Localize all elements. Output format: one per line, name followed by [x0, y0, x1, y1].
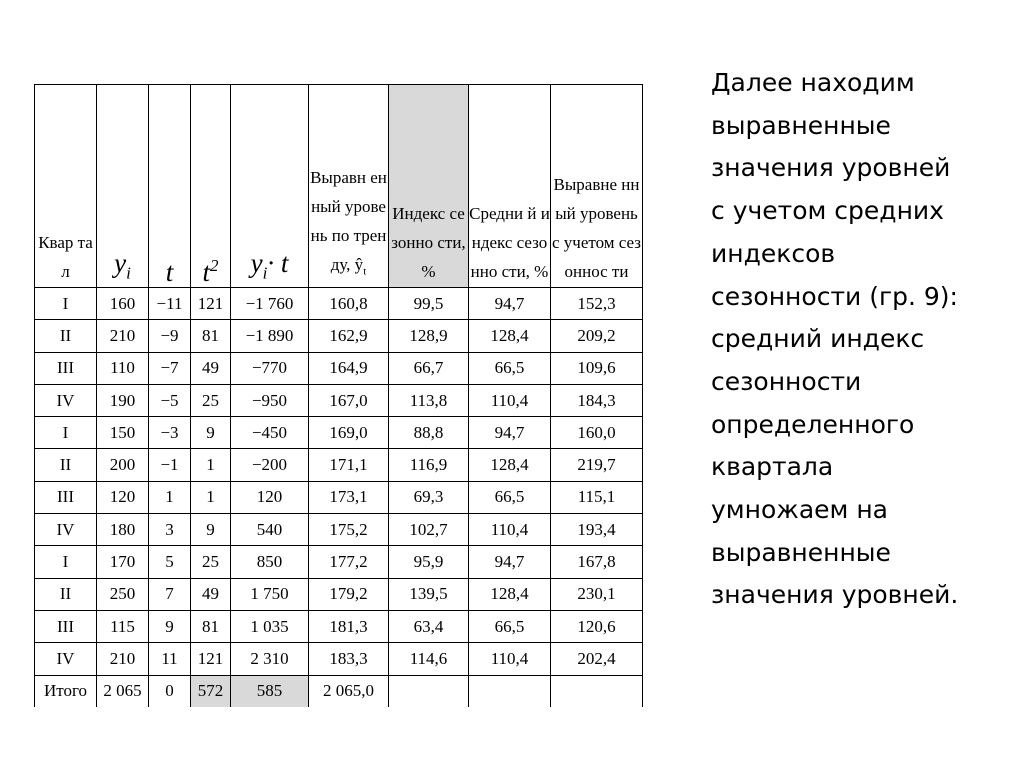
cell-t-squared: 1 — [191, 481, 231, 513]
total-t: 0 — [149, 675, 191, 707]
cell-trend-level: 164,9 — [309, 352, 389, 384]
cell-y-times-t: −450 — [231, 417, 309, 449]
cell-y-times-t: −770 — [231, 352, 309, 384]
cell-t-squared: 121 — [191, 288, 231, 320]
cell-t-squared: 9 — [191, 417, 231, 449]
cell-quarter: IV — [35, 514, 97, 546]
cell-quarter: III — [35, 352, 97, 384]
table-row — [35, 643, 643, 675]
table-row — [35, 320, 643, 352]
cell-average-index: 66,5 — [469, 610, 551, 642]
header-seasonality-index: Индекс сезонно сти, % — [389, 85, 469, 288]
cell-t-squared: 1 — [191, 449, 231, 481]
table-row — [35, 481, 643, 513]
table-row — [35, 514, 643, 546]
table-row — [35, 449, 643, 481]
cell-seasonality-index: 66,7 — [389, 352, 469, 384]
cell-quarter: IV — [35, 384, 97, 416]
cell-seasonality-index: 102,7 — [389, 514, 469, 546]
cell-t: −11 — [149, 288, 191, 320]
cell-y: 210 — [97, 643, 149, 675]
cell-y: 180 — [97, 514, 149, 546]
total-seasonality-index — [389, 675, 469, 707]
explanation-line: выравненные — [711, 110, 891, 140]
header-adjusted-level: Выравне нный уровень с учетом сезоннос ти — [551, 85, 643, 288]
total-t-squared: 572 — [191, 675, 231, 707]
cell-adjusted-level: 209,2 — [551, 320, 643, 352]
cell-trend-level: 183,3 — [309, 643, 389, 675]
cell-average-index: 128,4 — [469, 578, 551, 610]
cell-adjusted-level: 219,7 — [551, 449, 643, 481]
cell-y-times-t: −950 — [231, 384, 309, 416]
cell-y-times-t: 1 750 — [231, 578, 309, 610]
cell-seasonality-index: 88,8 — [389, 417, 469, 449]
cell-t: −3 — [149, 417, 191, 449]
cell-trend-level: 175,2 — [309, 514, 389, 546]
header-trend-level: Выравн енный уровень по тренду, $ŷ_t$ — [309, 85, 389, 288]
cell-seasonality-index: 113,8 — [389, 384, 469, 416]
table-row — [35, 546, 643, 578]
cell-t-squared: 81 — [191, 320, 231, 352]
table-body — [35, 288, 643, 707]
cell-t: 3 — [149, 514, 191, 546]
explanation-line: значения уровней. — [711, 580, 959, 610]
cell-average-index: 94,7 — [469, 288, 551, 320]
cell-seasonality-index: 114,6 — [389, 643, 469, 675]
cell-y: 110 — [97, 352, 149, 384]
cell-t-squared: 49 — [191, 352, 231, 384]
cell-seasonality-index: 63,4 — [389, 610, 469, 642]
cell-t: −9 — [149, 320, 191, 352]
explanation-line: значения уровней — [711, 153, 951, 183]
cell-t-squared: 121 — [191, 643, 231, 675]
total-trend-level: 2 065,0 — [309, 675, 389, 707]
table-row — [35, 610, 643, 642]
cell-seasonality-index: 116,9 — [389, 449, 469, 481]
cell-t: 1 — [149, 481, 191, 513]
table-row — [35, 417, 643, 449]
total-y-times-t: 585 — [231, 675, 309, 707]
explanation-text — [711, 62, 1011, 617]
cell-trend-level: 171,1 — [309, 449, 389, 481]
explanation-line: с учетом средних — [711, 196, 944, 226]
cell-adjusted-level: 152,3 — [551, 288, 643, 320]
cell-adjusted-level: 115,1 — [551, 481, 643, 513]
cell-adjusted-level: 120,6 — [551, 610, 643, 642]
cell-y: 120 — [97, 481, 149, 513]
cell-t: 7 — [149, 578, 191, 610]
cell-average-index: 110,4 — [469, 384, 551, 416]
cell-seasonality-index: 128,9 — [389, 320, 469, 352]
explanation-line: определенного — [711, 409, 915, 439]
explanation-line: Далее находим — [711, 68, 915, 97]
cell-y-times-t: −200 — [231, 449, 309, 481]
cell-quarter: III — [35, 610, 97, 642]
cell-quarter: I — [35, 288, 97, 320]
cell-adjusted-level: 230,1 — [551, 578, 643, 610]
cell-y-times-t: 2 310 — [231, 643, 309, 675]
cell-average-index: 128,4 — [469, 449, 551, 481]
header-quarter: Квар тал — [35, 85, 97, 288]
cell-t: 9 — [149, 610, 191, 642]
cell-y: 200 — [97, 449, 149, 481]
cell-trend-level: 169,0 — [309, 417, 389, 449]
cell-trend-level: 177,2 — [309, 546, 389, 578]
cell-y-times-t: 540 — [231, 514, 309, 546]
cell-quarter: III — [35, 481, 97, 513]
cell-adjusted-level: 160,0 — [551, 417, 643, 449]
cell-average-index: 110,4 — [469, 514, 551, 546]
cell-quarter: II — [35, 578, 97, 610]
explanation-line: выравненные — [711, 537, 891, 567]
cell-y-times-t: 850 — [231, 546, 309, 578]
cell-y: 170 — [97, 546, 149, 578]
cell-average-index: 128,4 — [469, 320, 551, 352]
table-row — [35, 288, 643, 320]
cell-trend-level: 167,0 — [309, 384, 389, 416]
table-row — [35, 384, 643, 416]
explanation-line: умножаем на — [711, 495, 888, 525]
cell-average-index: 66,5 — [469, 481, 551, 513]
cell-t-squared: 9 — [191, 514, 231, 546]
seasonality-table — [34, 84, 643, 707]
header-y-times-t: $y_i\cdot t$ — [231, 85, 309, 288]
cell-t-squared: 49 — [191, 578, 231, 610]
cell-quarter: II — [35, 449, 97, 481]
explanation-line: индексов — [711, 238, 836, 268]
header-average-index: Средни й индекс сезонно сти, % — [469, 85, 551, 288]
cell-trend-level: 160,8 — [309, 288, 389, 320]
cell-quarter: II — [35, 320, 97, 352]
total-average-index — [469, 675, 551, 707]
cell-trend-level: 173,1 — [309, 481, 389, 513]
explanation-line: квартала — [711, 452, 834, 482]
cell-y-times-t: 1 035 — [231, 610, 309, 642]
cell-average-index: 94,7 — [469, 417, 551, 449]
cell-adjusted-level: 184,3 — [551, 384, 643, 416]
total-y: 2 065 — [97, 675, 149, 707]
cell-seasonality-index: 69,3 — [389, 481, 469, 513]
total-row — [35, 675, 643, 707]
cell-t: 11 — [149, 643, 191, 675]
cell-y: 115 — [97, 610, 149, 642]
cell-adjusted-level: 109,6 — [551, 352, 643, 384]
explanation-line: сезонности (гр. 9): — [711, 281, 958, 311]
cell-t: 5 — [149, 546, 191, 578]
cell-trend-level: 179,2 — [309, 578, 389, 610]
cell-y: 250 — [97, 578, 149, 610]
cell-t: −7 — [149, 352, 191, 384]
header-t-squared: $t^2$ — [191, 85, 231, 288]
cell-t-squared: 81 — [191, 610, 231, 642]
header-t: t — [149, 85, 191, 288]
cell-average-index: 66,5 — [469, 352, 551, 384]
total-quarter: Итого — [35, 675, 97, 707]
cell-quarter: IV — [35, 643, 97, 675]
cell-average-index: 110,4 — [469, 643, 551, 675]
cell-adjusted-level: 193,4 — [551, 514, 643, 546]
cell-quarter: I — [35, 417, 97, 449]
cell-seasonality-index: 139,5 — [389, 578, 469, 610]
cell-t-squared: 25 — [191, 546, 231, 578]
table-row — [35, 352, 643, 384]
cell-trend-level: 162,9 — [309, 320, 389, 352]
explanation-line: средний индекс — [711, 324, 925, 354]
total-adjusted-level — [551, 675, 643, 707]
cell-y-times-t: 120 — [231, 481, 309, 513]
cell-y: 150 — [97, 417, 149, 449]
cell-t-squared: 25 — [191, 384, 231, 416]
cell-y: 190 — [97, 384, 149, 416]
cell-seasonality-index: 99,5 — [389, 288, 469, 320]
cell-y: 210 — [97, 320, 149, 352]
cell-seasonality-index: 95,9 — [389, 546, 469, 578]
cell-trend-level: 181,3 — [309, 610, 389, 642]
cell-y-times-t: −1 760 — [231, 288, 309, 320]
explanation-line: сезонности — [711, 366, 862, 396]
table-row — [35, 578, 643, 610]
cell-y-times-t: −1 890 — [231, 320, 309, 352]
cell-quarter: I — [35, 546, 97, 578]
cell-adjusted-level: 202,4 — [551, 643, 643, 675]
header-y: $y_i$ — [97, 85, 149, 288]
cell-y: 160 — [97, 288, 149, 320]
cell-t: −1 — [149, 449, 191, 481]
cell-adjusted-level: 167,8 — [551, 546, 643, 578]
cell-average-index: 94,7 — [469, 546, 551, 578]
cell-t: −5 — [149, 384, 191, 416]
